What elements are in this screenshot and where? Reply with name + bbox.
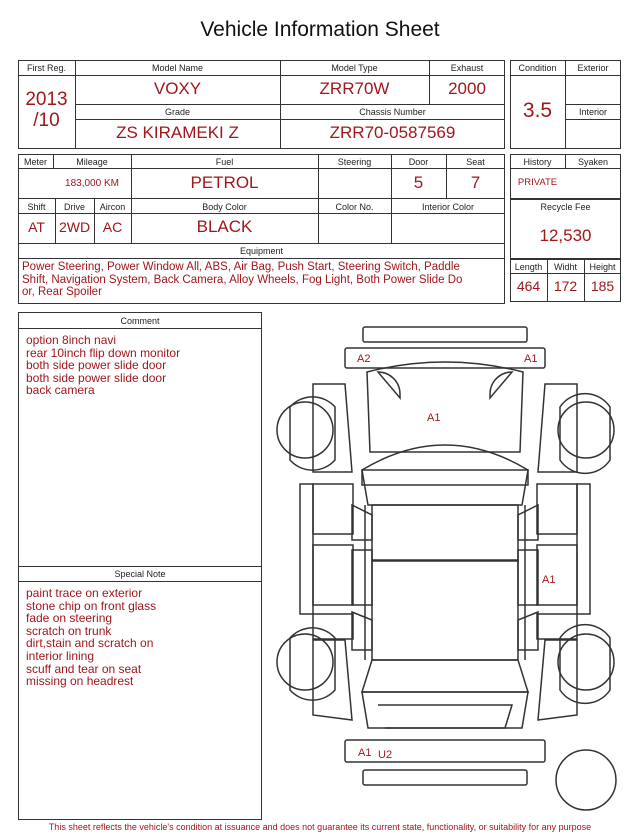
history-label: History bbox=[523, 157, 552, 167]
damage-mark-front-left: A2 bbox=[357, 353, 371, 365]
exhaust-label: Exhaust bbox=[450, 63, 484, 73]
model-name-value: VOXY bbox=[153, 79, 202, 98]
width-label: Widht bbox=[553, 262, 577, 272]
equipment-value: Power Steering, Power Window All, ABS, Air Bag, Push Start, Steering Switch, Paddle Shift, Navigation System, Back Camera, Alloy Wheels, Fog Light, Both Power Slide Do or, Rear Spoiler bbox=[22, 261, 463, 298]
height-value: 185 bbox=[590, 278, 615, 294]
recycle-fee-label: Recycle Fee bbox=[540, 202, 591, 212]
mileage-value: 183,000 KM bbox=[65, 178, 119, 189]
model-type-value: ZRR70W bbox=[319, 79, 390, 98]
meter-label: Meter bbox=[23, 157, 47, 167]
fuel-label: Fuel bbox=[215, 157, 234, 167]
width-value: 172 bbox=[553, 278, 578, 294]
damage-mark-front-right: A1 bbox=[524, 353, 538, 365]
body-color-value: BLACK bbox=[196, 217, 253, 236]
comment-text: option 8inch navi rear 10inch flip down monitor both side power slide door both side power slide door back camera bbox=[26, 333, 181, 398]
interior-color-label: Interior Color bbox=[421, 202, 475, 212]
door-value: 5 bbox=[413, 173, 424, 192]
syaken-label: Syaken bbox=[577, 157, 609, 167]
shift-value: AT bbox=[28, 219, 45, 235]
seat-value: 7 bbox=[470, 173, 481, 192]
door-label: Door bbox=[408, 157, 429, 167]
seat-label: Seat bbox=[466, 157, 485, 167]
first-reg-label: First Reg. bbox=[26, 63, 66, 73]
first-reg-year: 2013 bbox=[25, 89, 68, 110]
grade-value: ZS KIRAMEKI Z bbox=[116, 123, 239, 142]
damage-mark-rear-bumper: A1 bbox=[358, 747, 372, 759]
aircon-label: Aircon bbox=[99, 202, 126, 212]
length-value: 464 bbox=[516, 278, 541, 294]
interior-label: Interior bbox=[578, 107, 607, 117]
mileage-label: Mileage bbox=[76, 157, 108, 167]
damage-mark-roof: A1 bbox=[427, 412, 441, 424]
equipment-label: Equipment bbox=[239, 246, 284, 256]
shift-label: Shift bbox=[27, 202, 46, 212]
steering-label: Steering bbox=[337, 157, 372, 167]
damage-mark-rear-bumper-2: U2 bbox=[378, 749, 393, 761]
color-no-label: Color No. bbox=[335, 202, 374, 212]
damage-mark-right-side: A1 bbox=[542, 574, 556, 586]
first-reg-month: /10 bbox=[33, 110, 60, 131]
length-label: Length bbox=[514, 262, 543, 272]
fuel-value: PETROL bbox=[190, 173, 259, 192]
model-type-label: Model Type bbox=[331, 63, 378, 73]
chassis-value: ZRR70-0587569 bbox=[329, 123, 456, 142]
aircon-value: AC bbox=[102, 219, 123, 235]
exhaust-value: 2000 bbox=[448, 79, 486, 98]
page-title: Vehicle Information Sheet bbox=[200, 18, 440, 41]
body-color-label: Body Color bbox=[202, 202, 247, 212]
recycle-fee-value: 12,530 bbox=[539, 226, 592, 245]
history-value: PRIVATE bbox=[517, 177, 558, 188]
grade-label: Grade bbox=[164, 107, 190, 117]
height-label: Height bbox=[589, 262, 616, 272]
comment-label: Comment bbox=[120, 316, 160, 326]
condition-value: 3.5 bbox=[522, 99, 553, 122]
chassis-label: Chassis Number bbox=[359, 107, 426, 117]
drive-label: Drive bbox=[63, 202, 85, 212]
disclaimer-footer: This sheet reflects the vehicle's condition at issuance and does not guarantee its current state, functionality, or suitability for any purpose bbox=[48, 822, 592, 832]
special-note-text: paint trace on exterior stone chip on front glass fade on steering scratch on trunk dirt,stain and scratch on interior lining scuff and tear on seat missing on headrest bbox=[26, 586, 157, 689]
model-name-label: Model Name bbox=[151, 63, 204, 73]
drive-value: 2WD bbox=[58, 219, 91, 235]
condition-label: Condition bbox=[518, 63, 557, 73]
special-note-label: Special Note bbox=[114, 569, 166, 579]
exterior-label: Exterior bbox=[577, 63, 609, 73]
